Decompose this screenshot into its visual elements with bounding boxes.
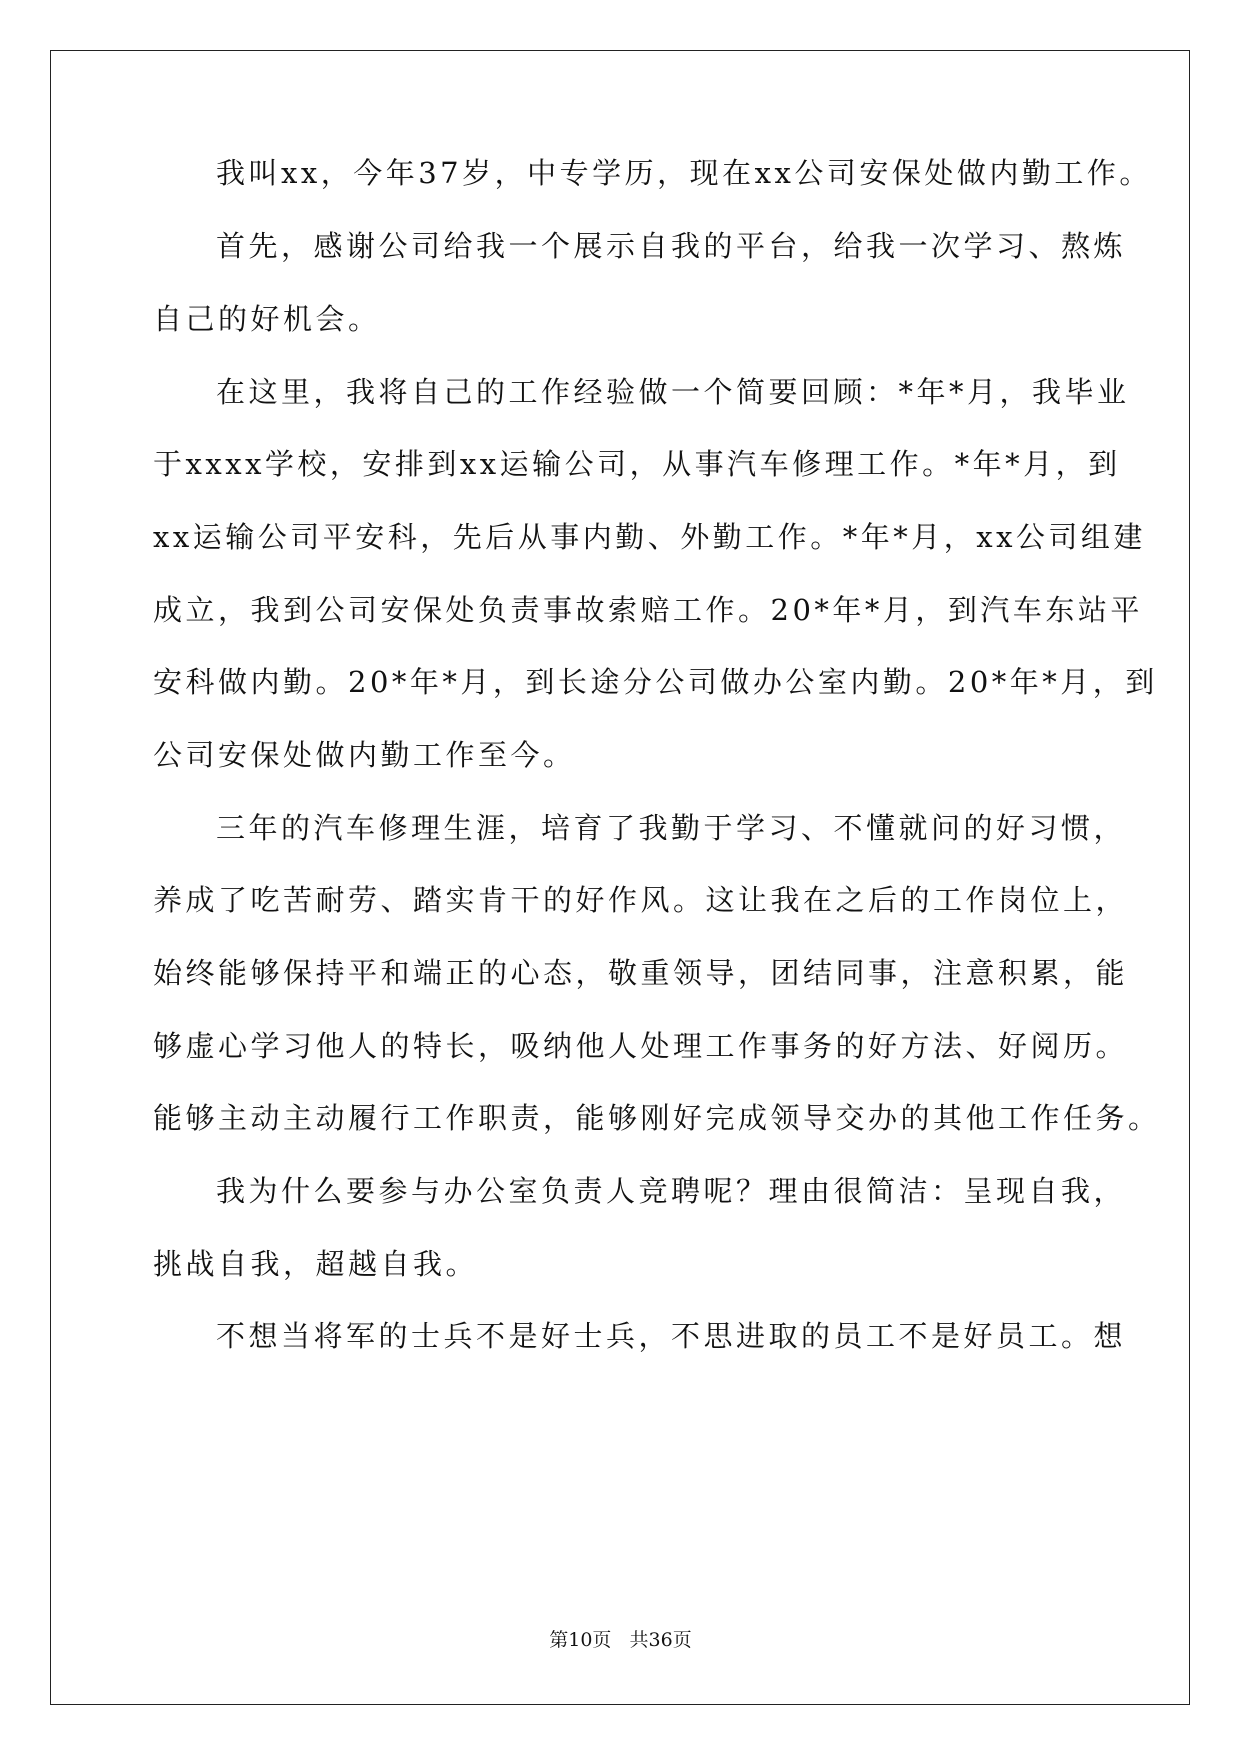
page-number-footer: 第10页 共36页 <box>549 1629 692 1651</box>
text-line: 安科做内勤。20*年*月，到长途分公司做办公室内勤。20*年*月，到 <box>153 665 1158 699</box>
text-line: 在这里，我将自己的工作经验做一个简要回顾：*年*月，我毕业 <box>216 375 1130 409</box>
text-line: 养成了吃苦耐劳、踏实肯干的好作风。这让我在之后的工作岗位上， <box>153 883 1129 917</box>
text-line: 能够主动主动履行工作职责，能够刚好完成领导交办的其他工作任务。 <box>153 1101 1161 1135</box>
text-line: xx运输公司平安科，先后从事内勤、外勤工作。*年*月，xx公司组建 <box>153 520 1146 554</box>
text-line: 成立，我到公司安保处负责事故索赔工作。20*年*月，到汽车东站平 <box>153 593 1143 627</box>
text-line: 自己的好机会。 <box>153 302 381 336</box>
text-line: 我叫xx，今年37岁，中专学历，现在xx公司安保处做内勤工作。 <box>216 156 1152 190</box>
text-line: 始终能够保持平和端正的心态，敬重领导，团结同事，注意积累，能 <box>153 956 1129 990</box>
text-line: 首先，感谢公司给我一个展示自我的平台，给我一次学习、熬炼 <box>216 229 1127 263</box>
text-line: 公司安保处做内勤工作至今。 <box>153 738 576 772</box>
text-line: 挑战自我，超越自我。 <box>153 1247 479 1281</box>
text-line: 我为什么要参与办公室负责人竞聘呢？理由很简洁：呈现自我， <box>216 1174 1127 1208</box>
text-line: 于xxxx学校，安排到xx运输公司，从事汽车修理工作。*年*月，到 <box>153 447 1121 481</box>
text-line: 够虚心学习他人的特长，吸纳他人处理工作事务的好方法、好阅历。 <box>153 1029 1129 1063</box>
text-line: 不想当将军的士兵不是好士兵，不思进取的员工不是好员工。想 <box>216 1319 1127 1353</box>
text-line: 三年的汽车修理生涯，培育了我勤于学习、不懂就问的好习惯， <box>216 811 1127 845</box>
